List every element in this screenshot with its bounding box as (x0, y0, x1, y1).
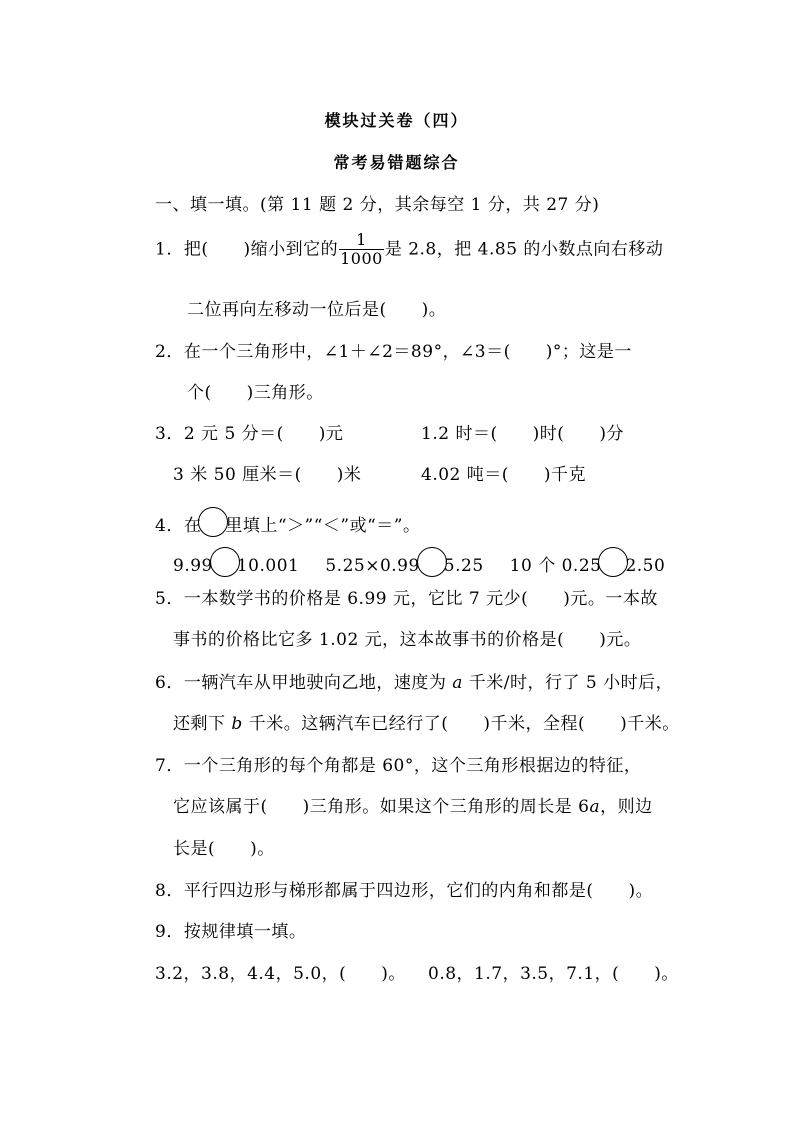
answer-circle[interactable] (210, 547, 240, 577)
question-4-text-b: 里填上“＞”“＜”或“＝”。 (225, 516, 421, 536)
question-6-line-1 (155, 668, 673, 693)
question-7-line-2 (173, 792, 653, 817)
compare-left-3: 10 个 0.25 (509, 556, 602, 576)
compare-right-2: 5.25 (443, 556, 484, 576)
variable-a: a (589, 797, 601, 817)
answer-circle[interactable] (598, 547, 628, 577)
page-title: 模块过关卷（四） (324, 111, 469, 130)
question-5-line-1: 5．一本数学书的价格是 6.99 元，它比 7 元少( )元。一本故 (155, 589, 658, 609)
fraction-denominator: 1000 (340, 249, 383, 269)
question-3-item-c: 3 米 50 厘米＝( )米 (173, 465, 362, 485)
question-2-line-2: 个( )三角形。 (187, 383, 324, 403)
question-3-item-a: 3．2 元 5 分＝( )元 (155, 424, 344, 444)
question-6-line-2 (173, 709, 680, 734)
question-7-text-b2: ，则边 (600, 797, 653, 817)
variable-a: a (452, 673, 463, 693)
fraction-numerator: 1 (339, 231, 384, 250)
question-7-line-3: 长是( )。 (173, 839, 275, 859)
question-3-item-d: 4.02 吨＝( )千克 (421, 465, 587, 485)
question-5-line-2: 事书的价格比它多 1.02 元，这本故事书的价格是( )元。 (173, 630, 642, 650)
compare-right-3: 2.50 (625, 556, 666, 576)
question-1-line-1 (155, 231, 663, 269)
answer-circle[interactable] (198, 507, 228, 537)
compare-left-2: 5.25×0.99 (325, 556, 420, 576)
question-9-line-1: 9．按规律填一填。 (155, 922, 307, 942)
question-6-text-b2: 千米。这辆汽车已经行了( )千米，全程( )千米。 (242, 714, 680, 734)
question-6-text-a1: 6．一辆汽车从甲地驶向乙地，速度为 (155, 673, 453, 693)
compare-left-1: 9.99 (173, 556, 213, 576)
variable-b: b (231, 714, 243, 734)
section-heading: 一、填一填。(第 11 题 2 分，其余每空 1 分，共 27 分) (155, 195, 600, 215)
question-1-line-2: 二位再向左移动一位后是( )。 (187, 300, 447, 320)
question-6-text-a2: 千米/时，行了 5 小时后， (462, 673, 674, 693)
fraction (339, 231, 384, 269)
compare-right-1: 10.001 (236, 556, 300, 576)
question-4-line-1 (155, 507, 420, 537)
question-7-text-b1: 它应该属于( )三角形。如果这个三角形的周长是 6 (173, 797, 590, 817)
question-4-text-a: 4．在 (155, 516, 202, 536)
question-4-line-2 (173, 547, 665, 577)
question-7-line-1: 7．一个三角形的每个角都是 60°，这个三角形根据边的特征， (155, 756, 642, 776)
question-8-line: 8．平行四边形与梯形都属于四边形，它们的内角和都是( )。 (155, 881, 654, 901)
question-1-text-b: 是 2.8，把 4.85 的小数点向右移动 (384, 239, 664, 260)
question-3-line-1 (155, 419, 343, 444)
question-6-text-b1: 还剩下 (173, 714, 232, 734)
question-2-line-1: 2．在一个三角形中，∠1＋∠2＝89°，∠3＝( )°；这是一 (155, 342, 632, 362)
question-3-item-b: 1.2 时＝( )时( )分 (421, 424, 624, 444)
question-9-sequence-2: 0.8，1.7，3.5，7.1，( )。 (428, 964, 679, 984)
question-9-sequence-1: 3.2，3.8，4.4，5.0，( )。 (155, 964, 406, 984)
page-subtitle: 常考易错题综合 (333, 153, 460, 172)
question-1-text-a: 1．把( )缩小到它的 (155, 239, 339, 260)
answer-circle[interactable] (417, 547, 447, 577)
